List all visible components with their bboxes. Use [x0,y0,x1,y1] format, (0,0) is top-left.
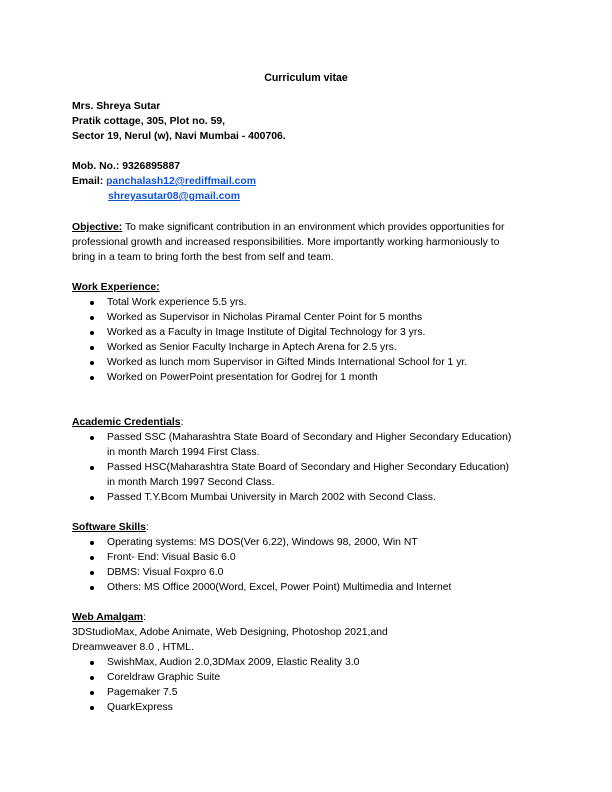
bullet-icon [90,361,94,365]
objective-text-1: To make significant contribution in an environment which provides opportunities for [122,222,505,233]
objective-section [72,220,542,265]
web-intro-2: Dreamweaver 8.0 , HTML. [72,642,194,653]
email-row [72,174,256,189]
web-intro-1: 3DStudioMax, Adobe Animate, Web Designing, Photoshop 2021,and [72,627,388,638]
bullet-icon [90,301,94,305]
bullet-icon [90,676,94,680]
work-experience-section [72,280,467,385]
list-item: Passed SSC (Maharashtra State Board of Secondary and Higher Secondary Education) in month March 1994 First Class. [72,430,511,460]
bullet-icon [90,376,94,380]
list-item: Worked as Senior Faculty Incharge in Aptech Arena for 2.5 yrs. [72,340,467,355]
address-line-1: Pratik cottage, 305, Plot no. 59, [72,116,226,127]
bullet-icon [90,571,94,575]
objective-text-2: professional growth and increased responsibilities. More importantly working harmoniously to [72,237,500,248]
email-link-1[interactable]: panchalash12@rediffmail.com [106,176,256,187]
list-item: Total Work experience 5.5 yrs. [72,295,467,310]
academic-heading: Academic Credentials [72,417,181,428]
web-amalgam-section [72,610,388,715]
address-line-2: Sector 19, Nerul (w), Navi Mumbai - 400706. [72,131,286,142]
list-item: Worked as Supervisor in Nicholas Piramal Center Point for 5 months [72,310,467,325]
mobile-row [72,159,256,174]
academic-list [72,430,511,505]
bullet-icon [90,496,94,500]
list-item: DBMS: Visual Foxpro 6.0 [72,565,451,580]
academic-heading-row: Academic Credentials: [72,417,184,428]
objective-text-3: bring in a team to bring forth the best from self and team. [72,252,334,263]
bullet-icon [90,346,94,350]
bullet-icon [90,466,94,470]
bullet-icon [90,436,94,440]
list-item: Worked as lunch mom Supervisor in Gifted Minds International School for 1 yr. [72,355,467,370]
list-item: QuarkExpress [72,700,388,715]
mobile-label: Mob. No.: [72,161,120,172]
bullet-icon [90,316,94,320]
list-item: Operating systems: MS DOS(Ver 6.22), Windows 98, 2000, Win NT [72,535,451,550]
list-item: Passed HSC(Maharashtra State Board of Secondary and Higher Secondary Education) in month March 1997 Second Class. [72,460,511,490]
bullet-icon [90,556,94,560]
work-experience-list [72,295,467,385]
work-experience-heading: Work Experience: [72,282,160,293]
list-item: Passed T.Y.Bcom Mumbai University in March 2002 with Second Class. [72,490,511,505]
software-skills-section [72,520,451,595]
bullet-icon [90,331,94,335]
contact-block [72,99,286,144]
list-item: Others: MS Office 2000(Word, Excel, Power Point) Multimedia and Internet [72,580,451,595]
list-item: Pagemaker 7.5 [72,685,388,700]
bullet-icon [90,706,94,710]
bullet-icon [90,691,94,695]
academic-section [72,415,511,505]
email-link-2[interactable]: shreyasutar08@gmail.com [108,191,240,202]
software-list [72,535,451,595]
mobile-number: 9326895887 [122,161,181,172]
bullet-icon [90,541,94,545]
list-item: Worked as a Faculty in Image Institute of Digital Technology for 3 yrs. [72,325,467,340]
bullet-icon [90,586,94,590]
web-heading: Web Amalgam [72,612,144,623]
list-item: Front- End: Visual Basic 6.0 [72,550,451,565]
list-item: Worked on PowerPoint presentation for Godrej for 1 month [72,370,467,385]
contact-details [72,159,256,204]
list-item: SwishMax, Audion 2.0,3DMax 2009, Elastic Reality 3.0 [72,655,388,670]
email-label: Email: [72,176,104,187]
software-heading-row: Software Skills: [72,522,149,533]
software-heading: Software Skills [72,522,146,533]
bullet-icon [90,661,94,665]
web-heading-row: Web Amalgam: [72,612,146,623]
objective-heading: Objective: [72,222,123,233]
web-list [72,655,388,715]
document-title: Curriculum vitae [264,72,348,84]
email-row-2 [72,189,256,204]
list-item: Coreldraw Graphic Suite [72,670,388,685]
candidate-name: Mrs. Shreya Sutar [72,101,161,112]
